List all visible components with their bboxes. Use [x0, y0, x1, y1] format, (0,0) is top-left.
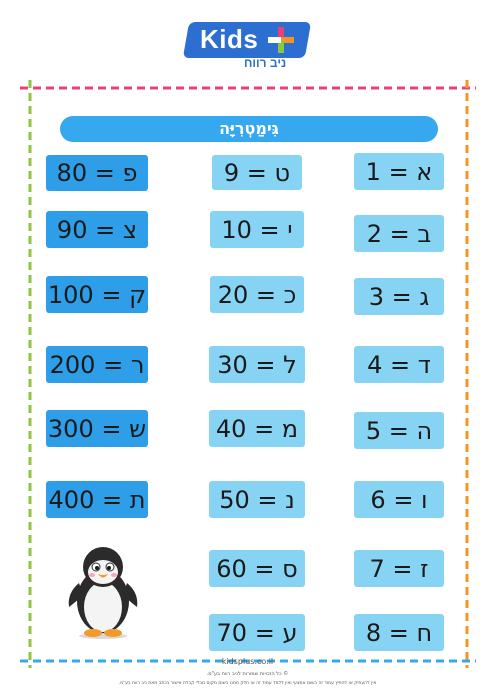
- gematria-card-nun: נ = 50: [209, 481, 305, 518]
- page-title: גִּימַטְרִיָּה: [60, 116, 438, 142]
- gematria-card-ayin: ע = 70: [209, 614, 305, 651]
- gematria-card-qof: ק = 100: [46, 276, 148, 313]
- footer-website: kidsplus.co.il: [221, 657, 274, 666]
- gematria-card-tav: ת = 400: [46, 481, 148, 518]
- gematria-card-tsadi: צ = 90: [46, 211, 148, 248]
- penguin-right-pupil: [107, 566, 111, 570]
- penguin-left-foot: [84, 629, 102, 637]
- penguin-right-foot: [104, 629, 122, 637]
- gematria-card-gimel: ג = 3: [354, 278, 444, 315]
- gematria-card-vav: ו = 6: [354, 481, 444, 518]
- gematria-card-he: ה = 5: [354, 412, 444, 449]
- penguin-left-cheek: [89, 573, 95, 577]
- logo-wordmark: Kids: [200, 24, 259, 54]
- gematria-card-dalet: ד = 4: [354, 346, 444, 383]
- gematria-card-shin: ש = 300: [46, 410, 148, 447]
- logo-subtitle: ניב רווח: [244, 56, 287, 70]
- penguin-right-cheek: [111, 573, 117, 577]
- gematria-card-zayin: ז = 7: [354, 550, 444, 587]
- gematria-card-resh: ר = 200: [46, 346, 148, 383]
- gematria-card-alef: א = 1: [354, 153, 444, 190]
- gematria-card-tet: ט = 9: [212, 155, 302, 190]
- gematria-card-bet: ב = 2: [354, 215, 444, 252]
- penguin-belly: [84, 582, 122, 632]
- penguin-face: [88, 560, 118, 584]
- penguin-left-pupil: [95, 566, 99, 570]
- gematria-card-kaf: כ = 20: [210, 276, 304, 313]
- gematria-card-yod: י = 10: [210, 211, 304, 248]
- footer-notice: אין להעתיק או להפיץ עמוד זה בשום אמצעי ואין ללמד עמוד זה או חלק ממנו בשום מקום מבלי קבלת אישור בכתב מאת ניב רווח בע"מ.: [118, 681, 377, 686]
- gematria-card-het: ח = 8: [354, 614, 444, 651]
- gematria-card-samekh: ס = 60: [209, 550, 305, 587]
- footer-copyright: © כל הזכויות שמורות לניב רווח בע"מ.: [206, 671, 289, 677]
- gematria-card-lamed: ל = 30: [209, 346, 305, 383]
- penguin-illustration: [65, 545, 141, 640]
- gematria-card-pe: פ = 80: [46, 155, 148, 191]
- gematria-card-mem: מ = 40: [209, 410, 305, 447]
